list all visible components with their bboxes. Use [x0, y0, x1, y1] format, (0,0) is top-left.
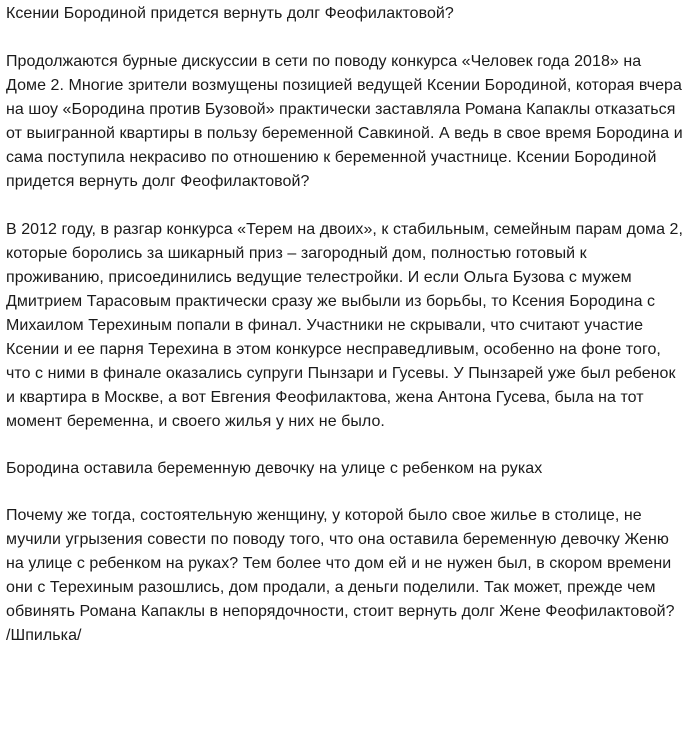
- article-paragraph-history: В 2012 году, в разгар конкурса «Терем на двоих», к стабильным, семейным парам дома 2, которые боролись за шикарный приз – загородный дом, полностью готовый к проживанию, присоединились ведущие телестройки. И если Ольга Бузова с мужем Дмитрием Тарасовым практически сразу же выбыли из борьбы, то Ксения Бородина с Михаилом Терехиным попали в финал. Участники не скрывали, что считают участие Ксении и ее парня Терехина в этом конкурсе несправедливым, особенно на фоне того, что с ними в финале оказались супруги Пынзари и Гусевы. У Пынзарей уже был ребенок и квартира в Москве, а вот Евгения Феофилактова, жена Антона Гусева, была на тот момент беременна, и своего жилья у них не было.: [6, 221, 683, 430]
- article-title: Ксении Бородиной придется вернуть долг Феофилактовой?: [6, 5, 454, 22]
- article-subheading: Бородина оставила беременную девочку на улице с ребенком на руках: [6, 460, 543, 477]
- article-paragraph-intro: Продолжаются бурные дискуссии в сети по поводу конкурса «Человек года 2018» на Доме 2. Многие зрители возмущены позицией ведущей Ксении Бородиной, которая вчера на шоу «Бородина против Бузовой» практически заставляла Романа Капаклы отказаться от выигранной квартиры в пользу беременной Савкиной. А ведь в свое время Бородина и сама поступила некрасиво по отношению к беременной участнице. Ксении Бородиной придется вернуть долг Феофилактовой?: [6, 53, 683, 190]
- article-paragraph-conclusion: Почему же тогда, состоятельную женщину, у которой было свое жилье в столице, не мучили угрызения совести по поводу того, что она оставила беременную девочку Женю на улице с ребенком на руках? Тем более что дом ей и не нужен был, в скором времени они с Терехиным разошлись, дом продали, а деньги поделили. Так может, прежде чем обвинять Романа Капаклы в непорядочности, стоит вернуть долг Жене Феофилактовой?: [6, 507, 675, 620]
- article-source: /Шпилька/: [6, 627, 82, 644]
